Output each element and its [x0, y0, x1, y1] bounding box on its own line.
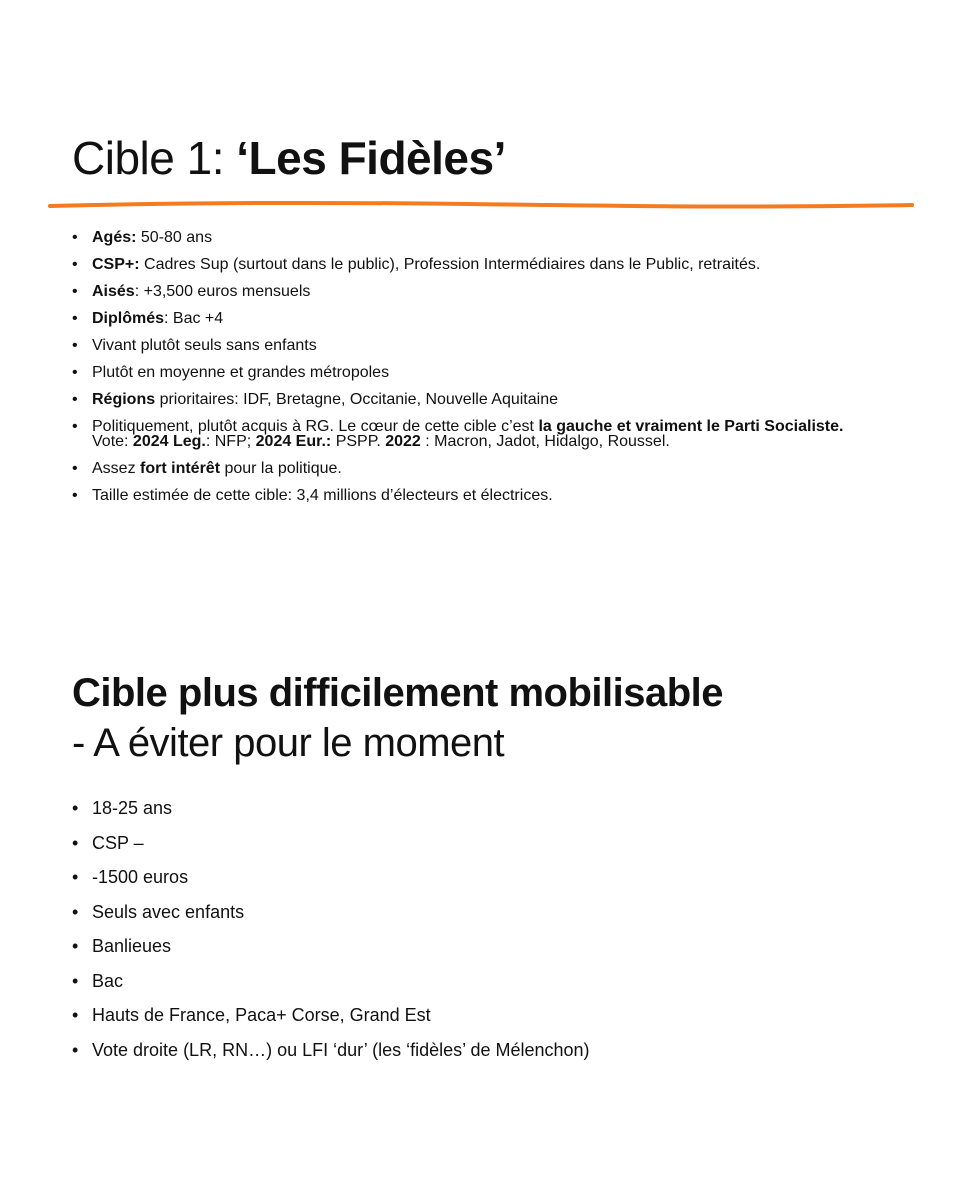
section2-list-item: [72, 796, 892, 820]
text: Plutôt en moyenne et grandes métropoles: [92, 364, 390, 381]
text: Taille estimée de cette cible: 3,4 millions d’électeurs et électrices.: [92, 487, 553, 504]
text: : +3,500 euros mensuels: [134, 283, 311, 300]
section1-list-item: [72, 365, 872, 380]
text: : Macron, Jadot, Hidalgo, Roussel.: [420, 433, 670, 450]
text: pour la politique.: [220, 460, 342, 477]
bold-text: 2024 Eur.:: [255, 433, 332, 450]
section2-list-item: [72, 865, 892, 889]
bold-text: Régions: [92, 391, 156, 408]
section1-bullet-list: [72, 230, 872, 515]
text: : Bac +4: [164, 310, 224, 327]
text: : NFP;: [205, 433, 256, 450]
section2-list-item: [72, 969, 892, 993]
bold-text: la gauche et vraiment le Parti Socialiste.: [538, 418, 844, 435]
text: Vivant plutôt seuls sans enfants: [92, 337, 317, 354]
bold-text: 2024 Leg.: [132, 433, 206, 450]
bold-text: Diplômés: [92, 310, 165, 327]
section1-list-item: [72, 392, 872, 407]
section2-list-item: [72, 1003, 892, 1027]
section1-title-prefix: Cible 1:: [72, 132, 237, 184]
bold-text: fort intérêt: [140, 460, 221, 477]
text: 50-80 ans: [136, 229, 213, 246]
text: Cadres Sup (surtout dans le public), Profession Intermédiaires dans le Public, retraités.: [139, 256, 761, 273]
section2-list-item: [72, 900, 892, 924]
section1-title-bold: ‘Les Fidèles’: [236, 132, 506, 184]
text: 18-25 ans: [92, 798, 173, 818]
section2-list-item: [72, 1038, 892, 1062]
text: Banlieues: [92, 936, 172, 956]
section1-list-item: [72, 311, 872, 326]
text: PSPP.: [331, 433, 386, 450]
section1-title: [72, 128, 506, 188]
bold-text: Agés:: [92, 229, 137, 246]
bold-text: CSP+:: [92, 256, 140, 273]
text: prioritaires: IDF, Bretagne, Occitanie, Nouvelle Aquitaine: [155, 391, 558, 408]
underline-stroke: [50, 203, 912, 207]
section1-list-item: [72, 284, 872, 299]
text: Vote:: [92, 433, 133, 450]
section2-list-item: [72, 831, 892, 855]
text: Assez: [92, 460, 141, 477]
text: Bac: [92, 970, 124, 991]
section1-list-item: [72, 257, 872, 272]
section1-list-item: [72, 461, 872, 476]
section2-title: [72, 668, 723, 768]
text: -1500 euros: [92, 867, 189, 887]
section2-title-bold: Cible plus difficilement mobilisable: [72, 671, 724, 715]
section1-list-item: [72, 230, 872, 245]
section1-list-item: [72, 419, 872, 449]
text: Politiquement, plutôt acquis à RG. Le cœur de cette cible c’est: [92, 418, 539, 435]
bold-text: Aisés: [92, 283, 135, 300]
text: Vote droite (LR, RN…) ou LFI ‘dur’ (les ‘fidèles’ de Mélenchon): [92, 1039, 590, 1060]
section2-title-normal: - A éviter pour le moment: [72, 721, 505, 765]
text: CSP –: [92, 832, 144, 853]
text: Seuls avec enfants: [92, 901, 245, 922]
section2-list-item: [72, 934, 892, 958]
orange-brush-underline: [48, 197, 914, 213]
section1-list-item: [72, 488, 872, 503]
text: Hauts de France, Paca+ Corse, Grand Est: [92, 1005, 431, 1025]
section2-bullet-list: [72, 796, 892, 1072]
section1-list-item: [72, 338, 872, 353]
bold-text: 2022: [385, 433, 421, 450]
